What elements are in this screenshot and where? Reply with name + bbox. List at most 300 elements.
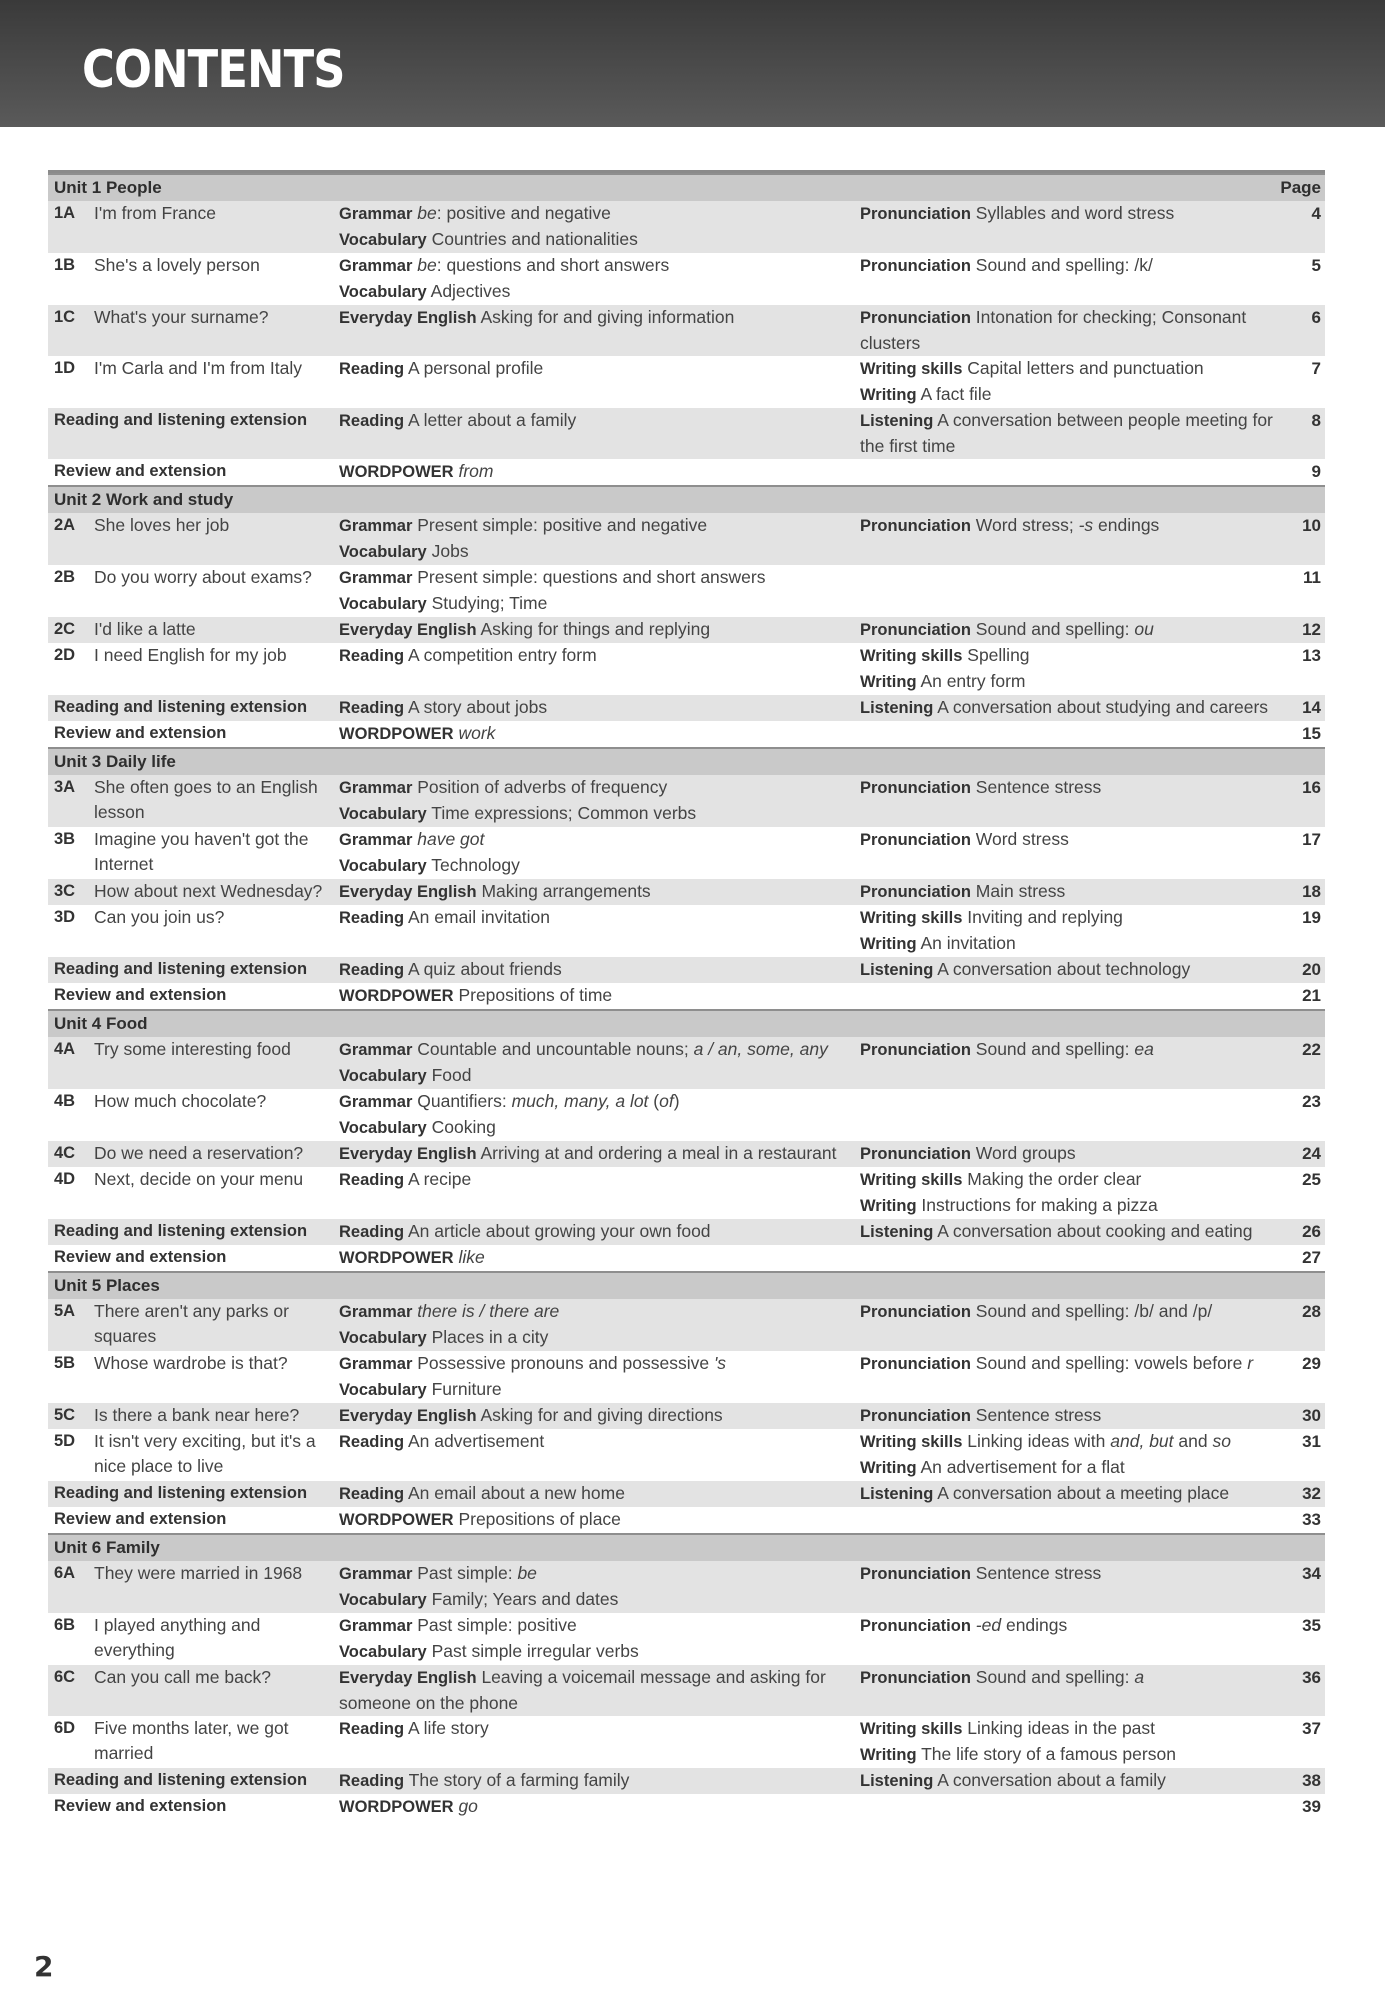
entry-label: Pronunciation	[860, 1617, 971, 1635]
entry-label: Reading	[339, 1485, 405, 1503]
lesson-row	[48, 1403, 1325, 1429]
lesson-cell	[48, 879, 335, 905]
entry-text: Word stress;	[975, 515, 1079, 535]
lesson-cell	[48, 905, 335, 957]
entry-line	[339, 1507, 856, 1533]
section-label: Review and extension	[54, 1248, 227, 1266]
entry-line	[339, 279, 856, 305]
entry-line	[339, 1037, 856, 1063]
entry-line	[860, 1403, 1292, 1429]
entry-label: Writing	[860, 1459, 917, 1477]
entry-label: Writing skills	[860, 647, 963, 665]
entry-text: )	[673, 1091, 680, 1111]
entry-text: An email invitation	[408, 907, 551, 927]
entry-label: Reading	[339, 961, 405, 979]
lesson-title: Whose wardrobe is that?	[94, 1353, 288, 1373]
entry-label: Pronunciation	[860, 1669, 971, 1687]
grammar-vocabulary-cell	[335, 957, 856, 983]
pronunciation-writing-cell	[856, 879, 1292, 905]
entry-label: Grammar	[339, 569, 413, 587]
entry-label: Vocabulary	[339, 857, 427, 875]
unit-title: Unit 1 People	[54, 178, 162, 197]
entry-text: The story of a farming family	[408, 1770, 630, 1790]
lesson-row	[48, 253, 1325, 305]
entry-line	[339, 853, 856, 879]
entry-text: Jobs	[431, 541, 469, 561]
entry-text: A conversation about studying and careers	[937, 697, 1269, 717]
entry-label: Writing skills	[860, 1171, 963, 1189]
entry-label: WORDPOWER	[339, 1249, 454, 1267]
entry-label: Pronunciation	[860, 621, 971, 639]
pronunciation-writing-cell	[856, 1351, 1292, 1403]
entry-line	[860, 305, 1292, 356]
entry-label: Writing	[860, 673, 917, 691]
entry-line	[860, 905, 1292, 931]
page-number-cell: 10	[1302, 516, 1321, 535]
grammar-vocabulary-cell	[335, 1351, 856, 1403]
entry-label: WORDPOWER	[339, 987, 454, 1005]
entry-text: A quiz about friends	[408, 959, 562, 979]
grammar-vocabulary-cell	[335, 1716, 856, 1768]
entry-label: WORDPOWER	[339, 1511, 454, 1529]
entry-text: Time expressions; Common verbs	[431, 803, 697, 823]
lesson-code: 6A	[54, 1564, 76, 1582]
unit-title: Unit 2 Work and study	[54, 490, 234, 509]
entry-line	[860, 1219, 1292, 1245]
lesson-title: There aren't any parks or squares	[94, 1301, 289, 1346]
entry-line	[339, 801, 856, 827]
lesson-code: 6B	[54, 1616, 76, 1634]
entry-line	[339, 227, 856, 253]
page-number-cell: 30	[1302, 1406, 1321, 1425]
lesson-row	[48, 356, 1325, 408]
entry-line	[860, 775, 1292, 801]
entry-label: Vocabulary	[339, 1119, 427, 1137]
lesson-title: Imagine you haven't got the Internet	[94, 829, 309, 874]
lesson-row	[48, 1716, 1325, 1768]
lesson-code: 4A	[54, 1040, 76, 1058]
entry-line	[860, 1299, 1292, 1325]
entry-label: Everyday English	[339, 1669, 477, 1687]
entry-text: A conversation between people meeting for the first time	[860, 410, 1273, 456]
lesson-cell	[48, 1665, 335, 1716]
lesson-row	[48, 1429, 1325, 1481]
entry-text: Cooking	[431, 1117, 496, 1137]
entry-text: A conversation about cooking and eating	[937, 1221, 1253, 1241]
grammar-vocabulary-cell	[335, 1089, 856, 1141]
lesson-cell	[48, 565, 335, 617]
entry-label: Everyday English	[339, 883, 477, 901]
entry-label: Writing skills	[860, 360, 963, 378]
entry-text: 's	[713, 1353, 727, 1373]
contents-header	[0, 0, 1385, 127]
grammar-vocabulary-cell	[335, 1245, 856, 1271]
entry-label: Grammar	[339, 1565, 413, 1583]
unit-title: Unit 4 Food	[54, 1014, 148, 1033]
entry-line	[339, 1587, 856, 1613]
lesson-title: She loves her job	[94, 515, 230, 535]
section-label: Reading and listening extension	[54, 411, 308, 429]
grammar-vocabulary-cell	[335, 827, 856, 879]
lesson-row	[48, 905, 1325, 957]
entry-label: Vocabulary	[339, 1329, 427, 1347]
lesson-row	[48, 1481, 1325, 1507]
unit-header-row	[48, 173, 1325, 201]
entry-label: Pronunciation	[860, 1041, 971, 1059]
entry-text: The life story of a famous person	[921, 1744, 1176, 1764]
page-number-cell: 36	[1302, 1668, 1321, 1687]
grammar-vocabulary-cell	[335, 721, 856, 747]
entry-label: Grammar	[339, 779, 413, 797]
entry-label: Reading	[339, 647, 405, 665]
pronunciation-writing-cell	[856, 1429, 1292, 1481]
entry-line	[339, 201, 856, 227]
lesson-cell	[48, 459, 335, 485]
pronunciation-writing-cell	[856, 459, 1292, 485]
entry-label: WORDPOWER	[339, 1798, 454, 1816]
page-number-cell: 12	[1302, 620, 1321, 639]
entry-label: Grammar	[339, 1617, 413, 1635]
lesson-code: 1B	[54, 256, 76, 274]
page-number-cell: 5	[1311, 256, 1321, 275]
entry-text: Linking ideas with	[967, 1431, 1111, 1451]
lesson-title: Can you call me back?	[94, 1667, 272, 1687]
entry-line	[860, 879, 1292, 905]
grammar-vocabulary-cell	[335, 775, 856, 827]
entry-text: A letter about a family	[408, 410, 577, 430]
lesson-row	[48, 1561, 1325, 1613]
entry-text: Instructions for making a pizza	[921, 1195, 1158, 1215]
lesson-title: Is there a bank near here?	[94, 1405, 300, 1425]
entry-text: Intonation for checking; Consonant clusters	[860, 307, 1247, 353]
grammar-vocabulary-cell	[335, 408, 856, 459]
entry-line	[339, 253, 856, 279]
page-number-cell: 38	[1302, 1771, 1321, 1790]
entry-line	[339, 1377, 856, 1403]
page-number-cell: 18	[1302, 882, 1321, 901]
entry-text: Present simple: positive and negative	[417, 515, 708, 535]
entry-line	[860, 1716, 1292, 1742]
grammar-vocabulary-cell	[335, 1299, 856, 1351]
entry-line	[860, 957, 1292, 983]
page-number: 2	[34, 1950, 54, 1983]
lesson-row	[48, 1299, 1325, 1351]
entry-line	[860, 201, 1292, 227]
entry-text: Studying; Time	[431, 593, 548, 613]
lesson-cell	[48, 1245, 335, 1271]
page-number-cell: 32	[1302, 1484, 1321, 1503]
lesson-row	[48, 1665, 1325, 1716]
pronunciation-writing-cell	[856, 1613, 1292, 1665]
lesson-title: How about next Wednesday?	[94, 881, 323, 901]
section-label: Reading and listening extension	[54, 698, 308, 716]
entry-text: from	[458, 461, 494, 481]
lesson-code: 4D	[54, 1170, 76, 1188]
lesson-title: They were married in 1968	[94, 1563, 303, 1583]
entry-text: work	[458, 723, 496, 743]
grammar-vocabulary-cell	[335, 1429, 856, 1481]
entry-label: Reading	[339, 1171, 405, 1189]
entry-label: Reading	[339, 1433, 405, 1451]
entry-text: Quantifiers:	[417, 1091, 512, 1111]
lesson-code: 5C	[54, 1406, 76, 1424]
grammar-vocabulary-cell	[335, 1037, 856, 1089]
entry-label: Grammar	[339, 517, 413, 535]
pronunciation-writing-cell	[856, 957, 1292, 983]
entry-label: WORDPOWER	[339, 725, 454, 743]
entry-line	[339, 1089, 856, 1115]
lesson-code: 3A	[54, 778, 76, 796]
entry-label: Vocabulary	[339, 231, 427, 249]
entry-label: Vocabulary	[339, 1591, 427, 1609]
lesson-cell	[48, 1794, 335, 1820]
lesson-row	[48, 459, 1325, 485]
entry-text: have got	[417, 829, 485, 849]
entry-text: Countable and uncountable nouns;	[417, 1039, 694, 1059]
entry-label: Listening	[860, 699, 934, 717]
entry-text: Making the order clear	[967, 1169, 1142, 1189]
lesson-cell	[48, 1768, 335, 1794]
entry-text: A conversation about technology	[937, 959, 1191, 979]
lesson-title: It isn't very exciting, but it's a nice place to live	[94, 1431, 316, 1476]
lesson-code: 4C	[54, 1144, 76, 1162]
lesson-row	[48, 775, 1325, 827]
entry-line	[339, 1481, 856, 1507]
entry-label: Grammar	[339, 1041, 413, 1059]
entry-text: Food	[431, 1065, 472, 1085]
lesson-cell	[48, 1167, 335, 1219]
grammar-vocabulary-cell	[335, 253, 856, 305]
lesson-title: She often goes to an English lesson	[94, 777, 318, 822]
entry-text: Making arrangements	[481, 881, 651, 901]
lesson-cell	[48, 1716, 335, 1768]
grammar-vocabulary-cell	[335, 983, 856, 1009]
entry-label: Listening	[860, 1485, 934, 1503]
section-label: Reading and listening extension	[54, 1771, 308, 1789]
entry-text: Sentence stress	[975, 1405, 1102, 1425]
entry-text: Past simple:	[417, 1563, 518, 1583]
entry-label: Listening	[860, 1223, 934, 1241]
lesson-row	[48, 1507, 1325, 1533]
entry-line	[339, 1613, 856, 1639]
pronunciation-writing-cell	[856, 905, 1292, 957]
entry-text: Linking ideas in the past	[967, 1718, 1156, 1738]
pronunciation-writing-cell	[856, 617, 1292, 643]
entry-label: Vocabulary	[339, 543, 427, 561]
entry-text: A life story	[408, 1718, 489, 1738]
unit-title: Unit 6 Family	[54, 1538, 160, 1557]
entry-label: Writing	[860, 1197, 917, 1215]
lesson-code: 3D	[54, 908, 76, 926]
lesson-row	[48, 617, 1325, 643]
entry-line	[339, 1141, 856, 1167]
entry-label: Vocabulary	[339, 1643, 427, 1661]
entry-line	[860, 1768, 1292, 1794]
entry-line	[860, 356, 1292, 382]
entry-text: a / an, some, any	[693, 1039, 828, 1059]
entry-label: Pronunciation	[860, 205, 971, 223]
entry-label: Everyday English	[339, 1407, 477, 1425]
grammar-vocabulary-cell	[335, 1507, 856, 1533]
entry-text: A competition entry form	[408, 645, 597, 665]
entry-line	[860, 695, 1292, 721]
lesson-row	[48, 1141, 1325, 1167]
grammar-vocabulary-cell	[335, 1481, 856, 1507]
lesson-code: 2D	[54, 646, 76, 664]
unit-title: Unit 3 Daily life	[54, 752, 176, 771]
grammar-vocabulary-cell	[335, 905, 856, 957]
entry-line	[339, 1768, 856, 1794]
lesson-code: 1D	[54, 359, 76, 377]
lesson-cell	[48, 1429, 335, 1481]
entry-text: Present simple: questions and short answers	[417, 567, 766, 587]
grammar-vocabulary-cell	[335, 305, 856, 356]
lesson-cell	[48, 305, 335, 356]
entry-text: a	[1134, 1667, 1145, 1687]
page-number-cell: 35	[1302, 1616, 1321, 1635]
entry-text: A fact file	[920, 384, 992, 404]
entry-text: be	[517, 1563, 537, 1583]
entry-text: An email about a new home	[408, 1483, 625, 1503]
entry-line	[339, 459, 856, 485]
pronunciation-writing-cell	[856, 565, 1292, 617]
pronunciation-writing-cell	[856, 695, 1292, 721]
entry-line	[339, 305, 856, 331]
entry-text: Asking for things and replying	[480, 619, 711, 639]
entry-text: Word stress	[975, 829, 1069, 849]
lesson-cell	[48, 1299, 335, 1351]
section-label: Review and extension	[54, 724, 227, 742]
entry-label: Grammar	[339, 831, 413, 849]
entry-text: Furniture	[431, 1379, 502, 1399]
entry-line	[339, 1639, 856, 1665]
entry-line	[339, 1325, 856, 1351]
entry-text: Adjectives	[430, 281, 511, 301]
lesson-code: 3C	[54, 882, 76, 900]
entry-text: Sound and spelling: /b/ and /p/	[975, 1301, 1213, 1321]
entry-text: Prepositions of place	[458, 1509, 621, 1529]
pronunciation-writing-cell	[856, 1037, 1292, 1089]
entry-line	[860, 1561, 1292, 1587]
grammar-vocabulary-cell	[335, 1665, 856, 1716]
page-number-cell: 22	[1302, 1040, 1321, 1059]
lesson-row	[48, 408, 1325, 459]
entry-line	[339, 721, 856, 747]
entry-label: Reading	[339, 1223, 405, 1241]
pronunciation-writing-cell	[856, 201, 1292, 253]
section-label: Review and extension	[54, 1510, 227, 1528]
entry-label: Listening	[860, 412, 934, 430]
lesson-cell	[48, 775, 335, 827]
entry-line	[339, 1794, 856, 1820]
entry-label: Writing skills	[860, 909, 963, 927]
entry-line	[339, 1167, 856, 1193]
entry-line	[339, 1716, 856, 1742]
entry-text: ou	[1134, 619, 1154, 639]
entry-label: Vocabulary	[339, 595, 427, 613]
unit-header-row	[48, 485, 1325, 513]
lesson-row	[48, 201, 1325, 253]
lesson-cell	[48, 1507, 335, 1533]
entry-line	[860, 253, 1292, 279]
entry-label: Reading	[339, 699, 405, 717]
lesson-row	[48, 983, 1325, 1009]
unit-header-row	[48, 747, 1325, 775]
lesson-title: What's your surname?	[94, 307, 269, 327]
entry-text: Sound and spelling: vowels before	[975, 1353, 1248, 1373]
entry-label: Grammar	[339, 257, 413, 275]
lesson-cell	[48, 1351, 335, 1403]
pronunciation-writing-cell	[856, 1089, 1292, 1141]
entry-line	[860, 513, 1292, 539]
lesson-row	[48, 1245, 1325, 1271]
page-number-cell: 19	[1302, 908, 1321, 927]
entry-text: A recipe	[408, 1169, 472, 1189]
unit-header-row	[48, 1009, 1325, 1037]
entry-text: Spelling	[967, 645, 1030, 665]
entry-text: A personal profile	[408, 358, 544, 378]
section-label: Reading and listening extension	[54, 960, 308, 978]
page-number-cell: 24	[1302, 1144, 1321, 1163]
entry-text: Places in a city	[431, 1327, 549, 1347]
entry-text: like	[458, 1247, 485, 1267]
page-number-cell: 20	[1302, 960, 1321, 979]
lesson-code: 5D	[54, 1432, 76, 1450]
entry-label: Reading	[339, 909, 405, 927]
grammar-vocabulary-cell	[335, 617, 856, 643]
entry-text: Word groups	[975, 1143, 1076, 1163]
entry-text: of	[659, 1091, 674, 1111]
lesson-row	[48, 565, 1325, 617]
lesson-row	[48, 1768, 1325, 1794]
section-label: Review and extension	[54, 1797, 227, 1815]
entry-label: Vocabulary	[339, 283, 427, 301]
lesson-title: Can you join us?	[94, 907, 225, 927]
entry-label: Writing skills	[860, 1433, 963, 1451]
lesson-code: 6D	[54, 1719, 76, 1737]
grammar-vocabulary-cell	[335, 879, 856, 905]
grammar-vocabulary-cell	[335, 201, 856, 253]
page-number-cell: 17	[1302, 830, 1321, 849]
entry-text: Sentence stress	[975, 777, 1102, 797]
entry-line	[339, 408, 856, 434]
entry-label: Everyday English	[339, 621, 477, 639]
entry-text: be	[417, 203, 437, 223]
entry-line	[339, 1429, 856, 1455]
entry-line	[860, 1481, 1292, 1507]
entry-label: Pronunciation	[860, 1355, 971, 1373]
entry-text: A story about jobs	[408, 697, 548, 717]
pronunciation-writing-cell	[856, 1403, 1292, 1429]
entry-line	[860, 643, 1292, 669]
entry-label: Pronunciation	[860, 831, 971, 849]
page-number-cell: 23	[1302, 1092, 1321, 1111]
entry-label: Pronunciation	[860, 517, 971, 535]
grammar-vocabulary-cell	[335, 1794, 856, 1820]
page-number-cell: 14	[1302, 698, 1321, 717]
lesson-row	[48, 695, 1325, 721]
entry-text: Inviting and replying	[967, 907, 1123, 927]
entry-line	[339, 695, 856, 721]
lesson-row	[48, 827, 1325, 879]
entry-line	[339, 1561, 856, 1587]
entry-text: Position of adverbs of frequency	[417, 777, 668, 797]
lesson-row	[48, 1351, 1325, 1403]
entry-text: be	[417, 255, 437, 275]
entry-label: Everyday English	[339, 309, 477, 327]
entry-text: Syllables and word stress	[975, 203, 1175, 223]
entry-label: Grammar	[339, 205, 413, 223]
